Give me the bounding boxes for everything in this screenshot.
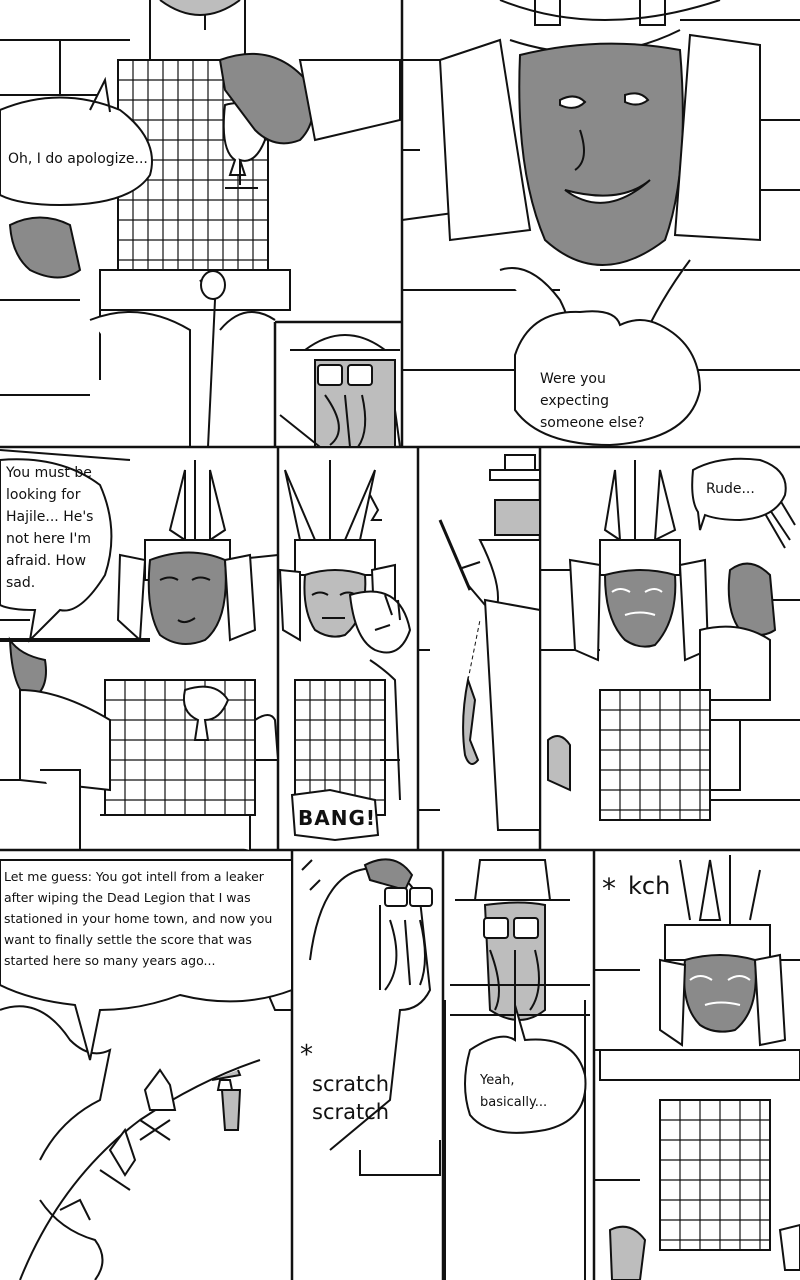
asterisk-kch: *: [602, 872, 616, 905]
speech-text-7: Let me guess: You got intell from a leaker after wiping the Dead Legion that I was stationed in your home town, and now you want to finally settle the score that was started here so many years ago...: [4, 869, 273, 968]
kch-sfx: kch: [628, 872, 671, 900]
scratch-sfx-2: scratch: [312, 1100, 390, 1124]
speech-text-6: Rude...: [706, 481, 755, 497]
panel-10-art: [594, 855, 800, 1280]
speech-text-9: Yeah, basically...: [480, 1073, 548, 1110]
inset-goggled-man-art: [280, 335, 400, 447]
panel-6-art: [540, 459, 800, 820]
bang-sfx: BANG!: [298, 806, 376, 830]
scratch-sfx-1: scratch: [312, 1072, 390, 1096]
panel-4-art: [280, 460, 410, 840]
asterisk-scratch: *: [300, 1040, 313, 1070]
speech-text-2: Were you expecting someone else?: [540, 371, 645, 431]
speech-text-1: Oh, I do apologize...: [8, 151, 148, 167]
panel-8-art: [302, 859, 440, 1175]
speech-text-3: You must be looking for Hajile... He's not here I'm afraid. How sad.: [6, 465, 94, 591]
panel-5-art: [418, 455, 540, 830]
